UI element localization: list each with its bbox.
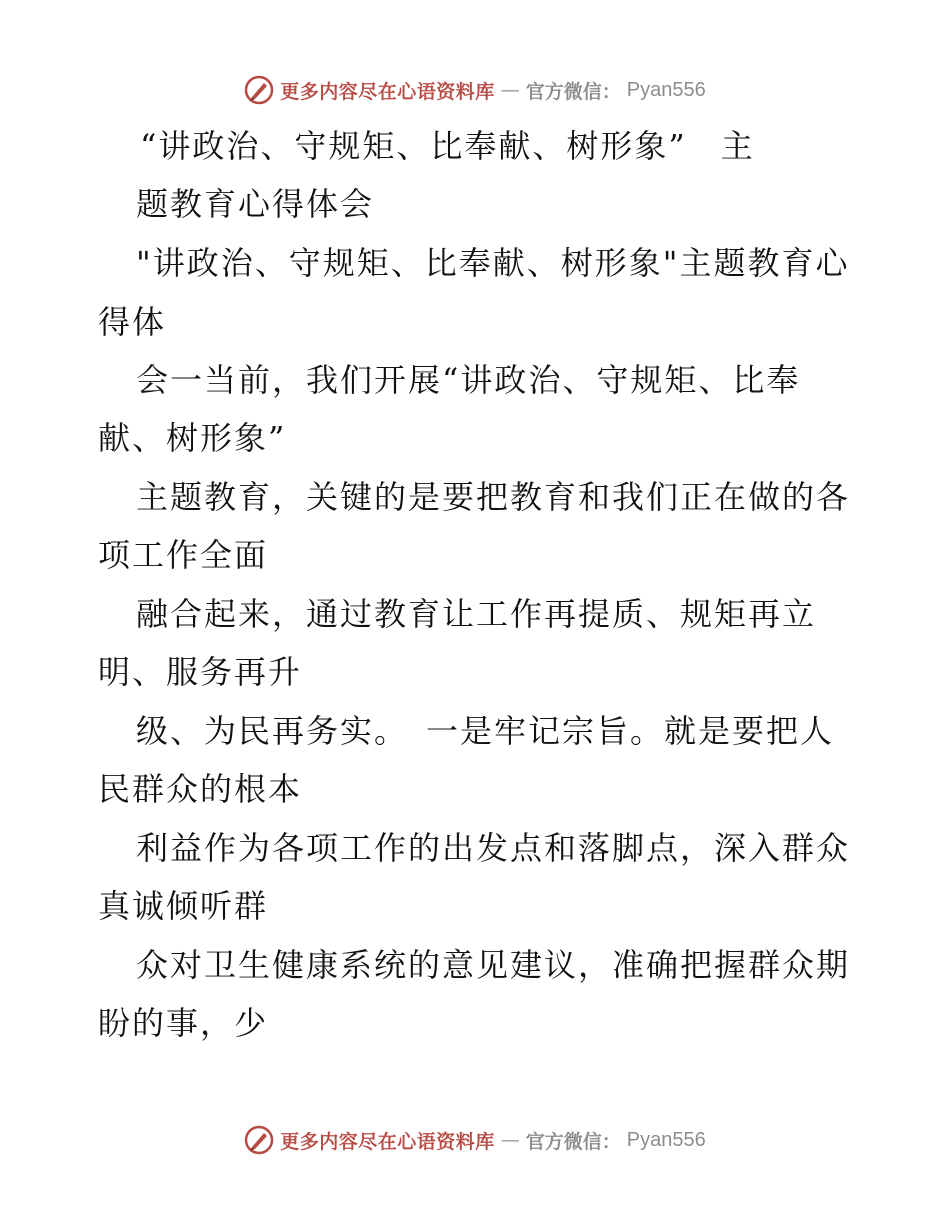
text-line: 主题教育，关键的是要把教育和我们正在做的各 bbox=[136, 478, 851, 516]
text-line: 真诚倾听群 bbox=[98, 887, 269, 925]
watermark-wechat-label: 官方微信： bbox=[525, 80, 621, 103]
text-line: 利益作为各项工作的出发点和落脚点，深入群众 bbox=[136, 829, 851, 867]
watermark-wechat-label: 官方微信： bbox=[525, 1130, 621, 1153]
text-line: 民群众的根本 bbox=[98, 770, 303, 808]
text-line: 众对卫生健康系统的意见建议，准确把握群众期 bbox=[136, 946, 851, 984]
text-line: 明、服务再升 bbox=[98, 653, 303, 691]
text-line: 题教育心得体会 bbox=[136, 185, 375, 223]
text-line: 献、树形象” bbox=[98, 419, 287, 457]
text-line: 盼的事，少 bbox=[98, 1004, 269, 1042]
text-line: “讲政治、守规矩、比奉献、树形象” 主 bbox=[140, 127, 755, 165]
header-watermark bbox=[0, 70, 950, 110]
text-line: 会一当前，我们开展“讲政治、守规矩、比奉 bbox=[136, 361, 801, 399]
text-line: 得体 bbox=[98, 303, 167, 341]
pen-logo-icon bbox=[244, 75, 274, 105]
text-line: 融合起来，通过教育让工作再提质、规矩再立 bbox=[136, 595, 817, 633]
text-line: 级、为民再务实。 一是牢记宗旨。就是要把人 bbox=[136, 712, 835, 750]
watermark-text: 更多内容尽在心语资料库 bbox=[280, 80, 495, 103]
watermark-wechat-id: Pyan556 bbox=[626, 78, 706, 101]
watermark-wechat-id: Pyan556 bbox=[626, 1128, 706, 1151]
text-line: 项工作全面 bbox=[98, 536, 269, 574]
footer-watermark bbox=[0, 1120, 950, 1160]
watermark-text: 更多内容尽在心语资料库 bbox=[280, 1130, 495, 1153]
text-line: "讲政治、守规矩、比奉献、树形象"主题教育心 bbox=[136, 244, 850, 282]
watermark-separator: — bbox=[500, 79, 520, 101]
pen-logo-icon bbox=[244, 1125, 274, 1155]
watermark-separator: — bbox=[500, 1129, 520, 1151]
